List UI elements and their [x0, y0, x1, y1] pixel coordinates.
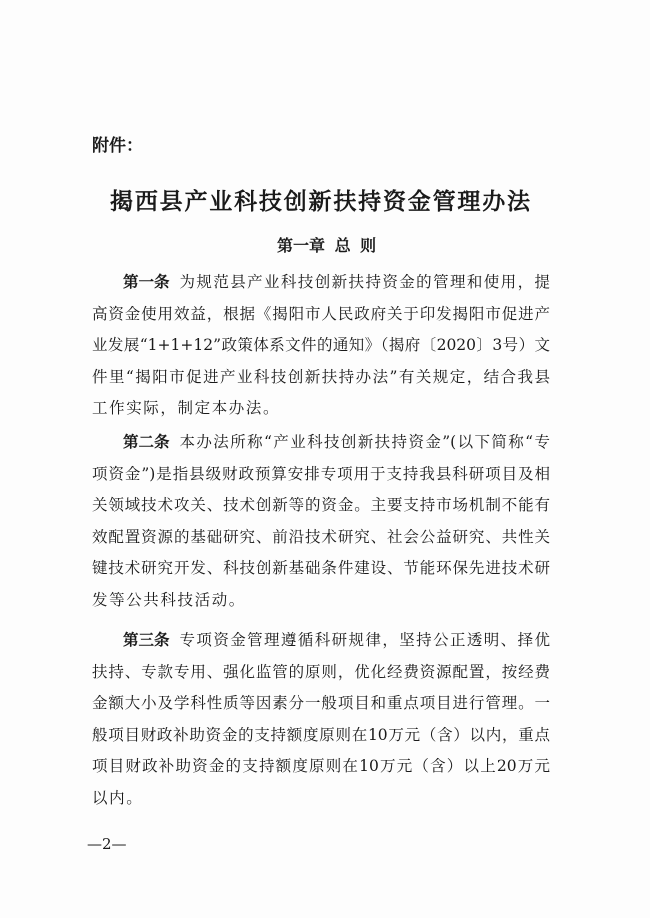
article-line	[92, 662, 550, 682]
article-number: 第一条	[123, 273, 170, 291]
article-line	[92, 464, 550, 484]
chapter-heading: 第一章 总 则	[277, 236, 377, 255]
article-line	[123, 630, 550, 650]
article-line	[92, 756, 550, 776]
article-number: 第二条	[123, 433, 170, 451]
article-text: 金额大小及学科性质等因素分一般项目和重点项目进行管理。一	[92, 694, 550, 713]
article-text: 项目财政补助资金的支持额度原则在10万元（含）以上20万元	[92, 757, 550, 776]
article-line	[92, 398, 280, 418]
article-text: 业发展“1+1+12”政策体系文件的通知》（揭府〔2020〕3号）文	[92, 336, 550, 355]
article-text: 专项资金管理遵循科研规律，坚持公正透明、择优	[179, 631, 550, 649]
article-line	[92, 693, 550, 713]
article-text: 为规范县产业科技创新扶持资金的管理和使用，提	[179, 273, 550, 291]
article-text: 以内。	[92, 789, 144, 807]
article-text: 扶持、专款专用、强化监管的原则，优化经费资源配置，按经费	[92, 662, 550, 681]
article-text: 高资金使用效益，根据《揭阳市人民政府关于印发揭阳市促进产	[92, 304, 550, 323]
article-line	[92, 367, 550, 387]
article-text: 键技术研究开发、科技创新基础条件建设、节能环保先进技术研	[92, 559, 550, 578]
article-line	[92, 495, 550, 515]
article-text: 发等公共科技活动。	[92, 591, 246, 609]
page-number: —2—	[87, 835, 127, 853]
article-number: 第三条	[123, 631, 170, 649]
article-text: 项资金”)是指县级财政预算安排专项用于支持我县科研项目及相	[92, 464, 550, 483]
article-text: 本办法所称“产业科技创新扶持资金”(以下简称“专	[179, 433, 550, 451]
article-line	[92, 527, 550, 547]
article-line	[92, 335, 550, 355]
article-line	[123, 272, 550, 292]
article-text: 工作实际，制定本办法。	[92, 399, 281, 418]
article-line	[92, 304, 550, 324]
article-text: 件里“揭阳市促进产业科技创新扶持办法”有关规定，结合我县	[92, 367, 550, 386]
article-text: 般项目财政补助资金的支持额度原则在10万元（含）以内，重点	[92, 725, 550, 744]
document-title: 揭西县产业科技创新扶持资金管理办法	[110, 188, 530, 215]
article-line	[92, 788, 143, 808]
attachment-label: 附件：	[92, 136, 143, 156]
article-line	[92, 725, 550, 745]
article-text: 关领域技术攻关、技术创新等的资金。主要支持市场机制不能有	[92, 496, 550, 515]
article-line	[123, 432, 550, 452]
article-line	[92, 590, 246, 610]
article-line	[92, 558, 550, 578]
article-text: 效配置资源的基础研究、前沿技术研究、社会公益研究、共性关	[92, 527, 550, 546]
